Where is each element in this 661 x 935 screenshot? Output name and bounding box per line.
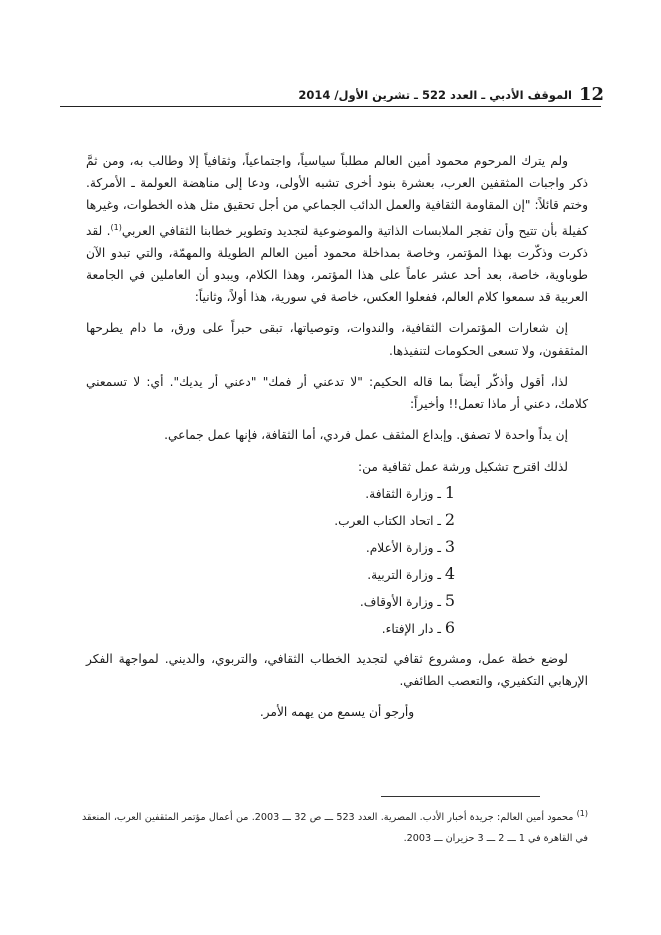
- list-text: ـ وزارة التربية.: [367, 567, 445, 582]
- list-item: [86, 480, 588, 507]
- page-header: [60, 82, 604, 106]
- paragraph-4: إن يداً واحدة لا تصفق. وإبداع المثقف عمل فردي، أما الثقافة، فإنها عمل جماعي.: [164, 428, 568, 443]
- paragraph-1: [86, 150, 588, 308]
- list-item: [86, 588, 588, 615]
- list-number: 1: [444, 482, 455, 502]
- article-body: [86, 150, 588, 732]
- list-text: ـ وزارة الثقافة.: [365, 486, 445, 501]
- paragraph-2: إن شعارات المؤتمرات الثقافية، والندوات، وتوصياتها، تبقى حبراً على ورق، ما دام يطرحها المثقفون، ولا تسعى الحكومات لتنفيذها.: [86, 321, 588, 358]
- list-number: 3: [444, 536, 455, 556]
- footnote-rule: [381, 796, 540, 797]
- paragraph-1-end: . لقد ذكرت وذكّرت بهذا المؤتمر، وخاصة بمداخلة محمود أمين العالم الطويلة والمهمّة، والتي تبدو الآن طوباوية، خاصة، بعد أحد عشر عاماً على هذا المؤتمر، وهذا الكلام، ويبدو أن العاملين في الجامعة العربية قد سمعوا كلام العالم، ففعلوا العكس، خاصة في سورية، هذا أولاً، وثانياً:: [86, 223, 588, 305]
- list-text: ـ دار الإفتاء.: [381, 621, 445, 636]
- list-number: 4: [444, 563, 455, 583]
- running-head: الموقف الأدبي ـ العدد 522 ـ تشرين الأول/ 2014: [298, 88, 572, 102]
- header-rule: [60, 106, 601, 107]
- list-item: [86, 615, 588, 642]
- paragraph-3: لذا، أقول وأذكّر أيضاً بما قاله الحكيم: "لا تدعني أر فمك" "دعني أر يديك". أي: لا تسمعني كلامك، دعني أر ماذا تعمل!! وأخيراً:: [86, 374, 588, 412]
- list-number: 6: [444, 617, 455, 637]
- list-text: ـ وزارة الأوقاف.: [359, 594, 445, 609]
- paragraph-1-text: ولم يترك المرحوم محمود أمين العالم مطلباً سياسياً، واجتماعياً، وثقافياً إلا وطالب به، ومن ثمَّ ذكر واجبات المثقفين العرب، بعشرة بنود أخرى تشبه الأولى، ودعا إلى مناهضة العولمة ـ الأمركة. وختم قائلاً: "إن المقاومة الثقافية والعمل الدائب الجماعي من أجل تحقيق مثل هذه الخطوات، وغيرها كفيلة بأن تتيح وأن تفجر الملابسات الذاتية والموضوعية لتجديد وتطوير خطابنا الثقافي العربي: [86, 154, 589, 238]
- list-text: ـ وزارة الأعلام.: [365, 540, 445, 555]
- list-item: [86, 534, 588, 561]
- paragraph-6: لوضع خطة عمل، ومشروع ثقافي لتجديد الخطاب الثقافي، والتربوي، والديني. لمواجهة الفكر الإرهابي التكفيري، والتعصب الطائفي.: [86, 651, 588, 688]
- footnote-ref: (1): [110, 222, 122, 232]
- list-text: ـ اتحاد الكتاب العرب.: [334, 513, 445, 528]
- footnote: [82, 803, 588, 849]
- list-item: [86, 507, 588, 534]
- footnote-marker: (1): [576, 809, 589, 818]
- list-number: 2: [444, 509, 455, 529]
- page-number: 12: [578, 84, 604, 105]
- list-number: 5: [444, 590, 455, 610]
- list-item: [86, 561, 588, 588]
- proposal-list: [86, 480, 588, 642]
- footnote-text: محمود أمين العالم: جريدة أخبار الأدب. المصرية. العدد 523 ـــ ص 32 ـــ 2003. من أعمال مؤتمر المثقفين العرب، المنعقد في القاهرة في 1 ـــ 2 ـــ 3 حزيران ـــ 2003.: [82, 812, 588, 845]
- paragraph-5: لذلك اقترح تشكيل ورشة عمل ثقافية من:: [357, 459, 568, 474]
- closing-line: وأرجو أن يسمع من يهمه الأمر.: [259, 705, 415, 720]
